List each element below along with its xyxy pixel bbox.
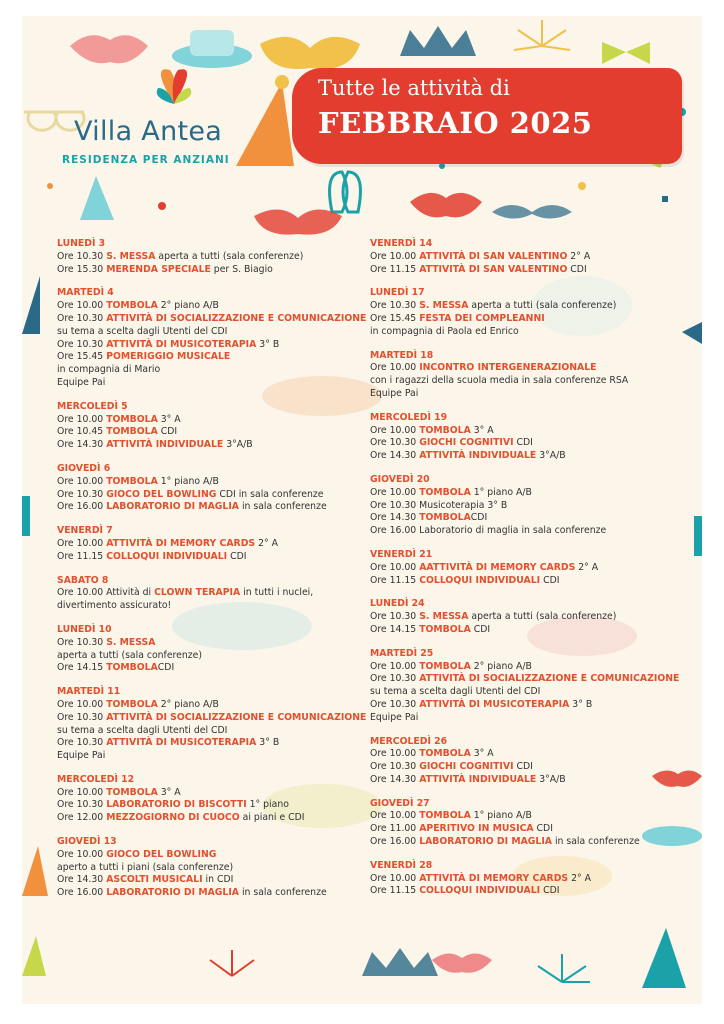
activity-line <box>370 388 682 401</box>
activity-name: S. MESSA <box>106 250 156 262</box>
party-hat-icon-4 <box>22 846 48 896</box>
day-block <box>57 624 369 675</box>
party-hat-icon-3 <box>22 276 40 334</box>
activity-line <box>370 712 682 725</box>
activity-name: S. MESSA <box>419 300 469 312</box>
activity-text: Ore 10.00 <box>57 300 107 312</box>
activity-name: TOMBOLA <box>106 426 158 438</box>
activity-line <box>370 873 682 886</box>
day-heading: LUNEDÌ 17 <box>370 287 425 299</box>
activity-line <box>370 810 682 823</box>
day-block <box>370 549 682 587</box>
activity-text: CDI <box>157 662 175 674</box>
activity-text: in sala conferenze <box>239 501 327 513</box>
day-heading: VENERDÌ 21 <box>370 548 433 560</box>
activity-line <box>370 562 682 575</box>
activity-text: Ore 10.45 <box>57 426 107 438</box>
activity-line <box>57 887 369 900</box>
activity-text: aperta a tutti (sala conferenze) <box>468 300 617 312</box>
day-block <box>57 287 369 389</box>
activity-line <box>57 799 369 812</box>
activity-line <box>57 862 369 875</box>
lips-icon <box>70 35 148 63</box>
activity-text: 2° A <box>567 250 591 262</box>
activity-text: 3°A/B <box>536 773 566 785</box>
day-block <box>57 463 369 514</box>
activity-text: Ore 10.30 <box>370 300 420 312</box>
day-heading: MERCOLEDÌ 5 <box>57 400 128 412</box>
activity-text: in tutti i nuclei, <box>240 587 314 599</box>
activity-line <box>370 512 682 525</box>
day-block <box>370 238 682 276</box>
activity-name: ATTIVITÀ DI MEMORY CARDS <box>419 872 569 884</box>
activity-line <box>370 264 682 277</box>
activity-text: Ore 10.30 <box>57 711 107 723</box>
activity-name: COLLOQUI INDIVIDUALI <box>419 885 541 897</box>
activity-text: Ore 11.15 <box>370 885 420 897</box>
activity-text: Ore 10.30 <box>370 761 420 773</box>
activity-text: Ore 10.30 <box>370 673 420 685</box>
activity-text: in compagnia di Mario <box>57 364 161 376</box>
activity-text: su tema a scelta dagli Utenti del CDI <box>370 686 541 698</box>
activity-name: TOMBOLA <box>419 512 471 524</box>
activity-line <box>370 699 682 712</box>
poster <box>22 16 702 1004</box>
activity-text: 3° A <box>157 413 181 425</box>
activity-line <box>57 538 369 551</box>
activity-line <box>57 737 369 750</box>
day-block <box>370 474 682 538</box>
activity-line <box>370 425 682 438</box>
activity-line <box>57 377 369 390</box>
party-hat-icon-5 <box>22 936 46 976</box>
day-heading: MARTEDÌ 4 <box>57 287 114 299</box>
side-ribbon-icon-2 <box>694 516 702 556</box>
activity-name: MEZZOGIORNO DI CUOCO <box>106 812 240 824</box>
activity-name: LABORATORIO DI BISCOTTI <box>106 799 247 811</box>
activity-text: in compagnia di Paola ed Enrico <box>370 325 519 337</box>
activity-text: Ore 16.00 Laboratorio di maglia in sala conferenze <box>370 525 607 537</box>
activity-line <box>57 849 369 862</box>
activity-line <box>370 326 682 339</box>
activity-text: aperto a tutti i piani (sala conferenze) <box>57 861 234 873</box>
activity-text: Ore 16.00 <box>370 836 420 848</box>
activity-name: TOMBOLA <box>419 623 471 635</box>
bunny-ears-icon <box>330 172 361 212</box>
activity-text: 3° A <box>470 748 494 760</box>
day-block <box>370 798 682 849</box>
activity-text: Ore 14.15 <box>57 662 107 674</box>
activity-name: AATTIVITÀ DI MEMORY CARDS <box>419 561 576 573</box>
activity-text: Ore 10.30 <box>57 488 107 500</box>
day-block <box>370 736 682 787</box>
activity-text: Ore 10.30 <box>370 698 420 710</box>
activity-text: Ore 10.00 <box>57 475 107 487</box>
day-heading: VENERDÌ 14 <box>370 238 433 249</box>
activity-name: S. MESSA <box>106 636 156 648</box>
activity-text: Ore 11.15 <box>57 550 107 562</box>
day-block <box>370 598 682 636</box>
activity-line <box>370 761 682 774</box>
activity-text: Equipe Pai <box>370 387 419 399</box>
activity-text: Ore 10.00 <box>370 486 420 498</box>
mask-icon <box>260 37 360 69</box>
activity-text: CDI <box>157 426 178 438</box>
activity-text: 3° B <box>569 698 593 710</box>
hat-top-icon <box>190 30 234 56</box>
activity-line <box>370 774 682 787</box>
activity-text: Equipe Pai <box>57 376 106 388</box>
activity-line <box>57 489 369 502</box>
activity-line <box>57 476 369 489</box>
activity-line <box>57 787 369 800</box>
activity-name: ATTIVITÀ DI MUSICOTERAPIA <box>106 737 257 749</box>
logo-name: Villa Antea <box>74 116 223 147</box>
activity-line <box>370 673 682 686</box>
firework-icon-3 <box>538 954 590 982</box>
activity-text: Ore 15.30 <box>57 263 107 275</box>
banner-title: FEBBRAIO 2025 <box>318 106 593 140</box>
day-block <box>57 836 369 900</box>
activity-text: CDI <box>513 761 533 773</box>
activity-text: Ore 10.30 <box>57 799 107 811</box>
activity-text: Ore 10.00 <box>57 848 107 860</box>
party-hat-icon-2 <box>80 176 114 220</box>
day-heading: MARTEDÌ 18 <box>370 349 434 361</box>
activity-text: Ore 10.00 Attività di <box>57 587 155 599</box>
activity-text: 2° piano A/B <box>157 300 219 312</box>
day-heading: GIOVEDÌ 27 <box>370 797 430 809</box>
activity-text: Ore 14.30 <box>370 450 420 462</box>
activity-line <box>57 587 369 600</box>
activity-text: CDI in sala conferenze <box>216 488 324 500</box>
activity-text: Ore 11.15 <box>370 263 420 275</box>
activity-text: Ore 10.30 <box>57 737 107 749</box>
activity-name: TOMBOLA <box>106 475 158 487</box>
activity-name: ATTIVITÀ DI SOCIALIZZAZIONE E COMUNICAZIONE <box>106 312 367 324</box>
activity-text: 2° A <box>575 561 599 573</box>
activity-line <box>57 750 369 763</box>
activity-line <box>57 339 369 352</box>
activity-line <box>57 326 369 339</box>
activity-text: 3° A <box>157 786 181 798</box>
activity-line <box>57 650 369 663</box>
activity-line <box>57 637 369 650</box>
activity-line <box>57 426 369 439</box>
activity-line <box>370 823 682 836</box>
activity-text: in sala conferenze <box>239 887 327 899</box>
activity-line <box>57 725 369 738</box>
activity-text: CDI <box>470 623 491 635</box>
activity-line <box>370 686 682 699</box>
crown-icon-2 <box>362 948 438 976</box>
activity-text: Ore 10.00 <box>370 872 420 884</box>
activity-text: Ore 10.30 <box>57 338 107 350</box>
activity-text: 2° piano A/B <box>157 698 219 710</box>
mustache-icon <box>492 205 572 219</box>
activity-text: Ore 10.00 <box>370 660 420 672</box>
activity-name: S. MESSA <box>419 611 469 623</box>
activity-name: COLLOQUI INDIVIDUALI <box>419 574 541 586</box>
activity-text: 3°A/B <box>223 439 253 451</box>
activity-name: LABORATORIO DI MAGLIA <box>106 887 239 899</box>
lips-icon-4 <box>432 953 492 972</box>
activity-line <box>57 351 369 364</box>
activity-text: Ore 10.30 Musicoterapia 3° B <box>370 499 508 511</box>
activity-text: aperta a tutti (sala conferenze) <box>155 250 304 262</box>
activity-text: su tema a scelta dagli Utenti del CDI <box>57 724 228 736</box>
activity-line <box>57 300 369 313</box>
activity-name: ATTIVITÀ DI SAN VALENTINO <box>419 250 568 262</box>
activity-text: Ore 14.30 <box>57 439 107 451</box>
activity-text: CDI <box>227 550 247 562</box>
firework-icon-2 <box>210 950 254 976</box>
day-block <box>57 525 369 563</box>
activity-text: Ore 10.30 <box>57 250 107 262</box>
activity-text: 2° piano A/B <box>470 660 532 672</box>
activity-line <box>370 624 682 637</box>
activity-name: ATTIVITÀ DI MUSICOTERAPIA <box>419 698 570 710</box>
day-heading: MARTEDÌ 11 <box>57 686 121 698</box>
activity-name: TOMBOLA <box>106 786 158 798</box>
day-heading: MARTEDÌ 25 <box>370 647 434 659</box>
activity-line <box>370 661 682 674</box>
activity-line <box>370 885 682 898</box>
activity-text: Ore 10.00 <box>370 748 420 760</box>
activity-name: CLOWN TERAPIA <box>154 587 241 599</box>
activity-name: ATTIVITÀ DI SOCIALIZZAZIONE E COMUNICAZIONE <box>106 711 367 723</box>
activity-name: ATTIVITÀ DI SOCIALIZZAZIONE E COMUNICAZIONE <box>419 673 680 685</box>
day-heading: LUNEDÌ 3 <box>57 238 106 249</box>
activity-text: CDI <box>533 823 553 835</box>
activity-line <box>370 450 682 463</box>
activity-line <box>57 812 369 825</box>
activity-text: Ore 14.30 <box>370 512 420 524</box>
crown-icon <box>400 26 476 56</box>
logo-subtitle: RESIDENZA PER ANZIANI <box>62 154 230 166</box>
activity-line <box>57 364 369 377</box>
activity-name: POMERIGGIO MUSICALE <box>106 351 231 363</box>
activity-name: ATTIVITÀ DI MUSICOTERAPIA <box>106 338 257 350</box>
activity-name: COLLOQUI INDIVIDUALI <box>106 550 228 562</box>
activity-line <box>370 500 682 513</box>
firework-icon <box>514 20 570 50</box>
activity-line <box>57 264 369 277</box>
activity-name: TOMBOLA <box>106 698 158 710</box>
activity-text: 3° B <box>256 737 280 749</box>
activity-line <box>370 362 682 375</box>
day-heading: MERCOLEDÌ 12 <box>57 773 135 785</box>
activity-line <box>370 251 682 264</box>
activity-text: Equipe Pai <box>370 711 419 723</box>
activity-line <box>57 712 369 725</box>
day-heading: SABATO 8 <box>57 574 109 586</box>
activity-text: Ore 10.00 <box>57 698 107 710</box>
activity-line <box>57 551 369 564</box>
activity-text: Ore 10.30 <box>57 312 107 324</box>
activity-text: 1° piano A/B <box>470 810 532 822</box>
activity-line <box>57 874 369 887</box>
bowtie-icon <box>602 42 650 64</box>
activity-text: 2° A <box>568 872 591 884</box>
activity-name: ATTIVITÀ DI MEMORY CARDS <box>106 537 256 549</box>
activity-line <box>57 439 369 452</box>
day-block <box>370 860 682 898</box>
activity-name: TOMBOLA <box>419 810 471 822</box>
activity-text: CDI <box>567 263 587 275</box>
lips-icon-2 <box>410 193 482 218</box>
activity-line <box>370 487 682 500</box>
activity-text: ai piani e CDI <box>239 812 305 824</box>
day-heading: GIOVEDÌ 6 <box>57 462 111 474</box>
day-heading: VENERDÌ 28 <box>370 859 433 871</box>
activity-line <box>57 501 369 514</box>
activity-line <box>370 375 682 388</box>
activity-text: CDI <box>513 437 533 449</box>
activity-text: 2° A <box>255 537 278 549</box>
activity-name: ASCOLTI MUSICALI <box>106 874 203 886</box>
activity-name: TOMBOLA <box>106 300 158 312</box>
day-heading: LUNEDÌ 10 <box>57 623 112 635</box>
activity-name: FESTA DEI COMPLEANNI <box>419 312 545 324</box>
activity-name: APERITIVO IN MUSICA <box>419 823 534 835</box>
activity-text: su tema a scelta dagli Utenti del CDI <box>57 325 228 337</box>
activity-text: Ore 14.15 <box>370 623 420 635</box>
activity-name: LABORATORIO DI MAGLIA <box>419 836 552 848</box>
activity-text: Ore 10.00 <box>370 250 420 262</box>
pompom-icon <box>275 75 289 89</box>
day-heading: MERCOLEDÌ 19 <box>370 411 448 423</box>
activity-text: aperta a tutti (sala conferenze) <box>468 611 617 623</box>
activity-name: TOMBOLA <box>419 424 471 436</box>
activity-text: Ore 10.30 <box>370 437 420 449</box>
activity-text: Ore 14.30 <box>57 874 107 886</box>
day-block <box>57 686 369 763</box>
activity-text: 3° A <box>470 424 494 436</box>
activity-text: in CDI <box>202 874 234 886</box>
activity-text: aperta a tutti (sala conferenze) <box>57 649 203 661</box>
activity-text: 1° piano A/B <box>157 475 219 487</box>
activity-name: TOMBOLA <box>419 748 471 760</box>
activity-name: GIOCO DEL BOWLING <box>106 848 217 860</box>
activity-line <box>370 836 682 849</box>
day-block <box>57 575 369 613</box>
bowtie-icon-2 <box>682 322 702 344</box>
activity-text: per S. Biagio <box>210 263 273 275</box>
day-block <box>370 412 682 463</box>
activity-name: TOMBOLA <box>106 413 158 425</box>
activity-text: CDI <box>470 512 488 524</box>
activity-text: 1° piano <box>246 799 289 811</box>
activity-name: ATTIVITÀ DI SAN VALENTINO <box>419 263 568 275</box>
activity-line <box>57 313 369 326</box>
day-heading: MERCOLEDÌ 26 <box>370 735 448 747</box>
activity-name: TOMBOLA <box>419 486 471 498</box>
activity-text: Ore 10.30 <box>370 611 420 623</box>
right-schedule-column <box>370 238 682 909</box>
activity-line <box>370 313 682 326</box>
activity-text: Equipe Pai <box>57 750 106 762</box>
activity-name: ATTIVITÀ INDIVIDUALE <box>106 439 224 451</box>
activity-text: Ore 10.30 <box>57 636 107 648</box>
activity-name: INCONTRO INTERGENERAZIONALE <box>419 362 597 374</box>
mask-icon-2 <box>254 209 342 234</box>
activity-line <box>370 437 682 450</box>
day-heading: GIOVEDÌ 13 <box>57 836 117 848</box>
activity-text: CDI <box>540 885 560 897</box>
day-block <box>370 648 682 725</box>
activity-line <box>57 699 369 712</box>
activity-text: Ore 10.00 <box>57 537 107 549</box>
activity-text: CDI <box>540 574 560 586</box>
activity-name: MERENDA SPECIALE <box>106 263 211 275</box>
activity-text: divertimento assicurato! <box>57 600 172 612</box>
activity-text: Ore 11.00 <box>370 823 420 835</box>
day-block <box>57 774 369 825</box>
activity-text: Ore 10.00 <box>57 786 107 798</box>
banner-line-1: Tutte le attività di <box>318 76 510 100</box>
activity-line <box>57 251 369 264</box>
activity-text: Ore 11.15 <box>370 574 420 586</box>
activity-line <box>57 600 369 613</box>
day-heading: GIOVEDÌ 20 <box>370 473 430 485</box>
activity-text: con i ragazzi della scuola media in sala conferenze RSA <box>370 375 629 387</box>
day-block <box>57 401 369 452</box>
activity-text: Ore 10.00 <box>370 561 420 573</box>
activity-line <box>370 300 682 313</box>
activity-name: ATTIVITÀ INDIVIDUALE <box>419 773 537 785</box>
day-heading: LUNEDÌ 24 <box>370 598 425 610</box>
day-block <box>370 287 682 338</box>
activity-text: Ore 16.00 <box>57 887 107 899</box>
activity-text: Ore 10.00 <box>370 424 420 436</box>
activity-text: Ore 14.30 <box>370 773 420 785</box>
activity-name: LABORATORIO DI MAGLIA <box>106 501 239 513</box>
activity-line <box>370 611 682 624</box>
activity-line <box>370 575 682 588</box>
activity-text: 1° piano A/B <box>470 486 532 498</box>
activity-text: Ore 10.00 <box>57 413 107 425</box>
activity-line <box>370 525 682 538</box>
activity-line <box>370 748 682 761</box>
logo-butterfly-icon <box>74 64 274 114</box>
activity-name: GIOCHI COGNITIVI <box>419 437 514 449</box>
activity-text: Ore 12.00 <box>57 812 107 824</box>
activity-name: TOMBOLA <box>419 660 471 672</box>
activity-name: ATTIVITÀ INDIVIDUALE <box>419 450 537 462</box>
activity-name: GIOCHI COGNITIVI <box>419 761 514 773</box>
activity-line <box>57 414 369 427</box>
activity-text: Ore 10.00 <box>370 810 420 822</box>
activity-text: Ore 15.45 <box>57 351 107 363</box>
day-block <box>57 238 369 276</box>
left-schedule-column <box>57 238 369 911</box>
activity-text: 3°A/B <box>536 450 566 462</box>
activity-text: Ore 16.00 <box>57 501 107 513</box>
activity-text: Ore 10.00 <box>370 362 420 374</box>
party-hat-icon-6 <box>642 928 686 988</box>
activity-name: GIOCO DEL BOWLING <box>106 488 217 500</box>
activity-text: Ore 15.45 <box>370 312 420 324</box>
activity-line <box>57 662 369 675</box>
day-heading: VENERDÌ 7 <box>57 525 113 537</box>
activity-name: TOMBOLA <box>106 662 158 674</box>
activity-text: 3° B <box>256 338 280 350</box>
side-ribbon-icon <box>22 496 30 536</box>
activity-text: in sala conferenze <box>552 836 640 848</box>
day-block <box>370 350 682 401</box>
